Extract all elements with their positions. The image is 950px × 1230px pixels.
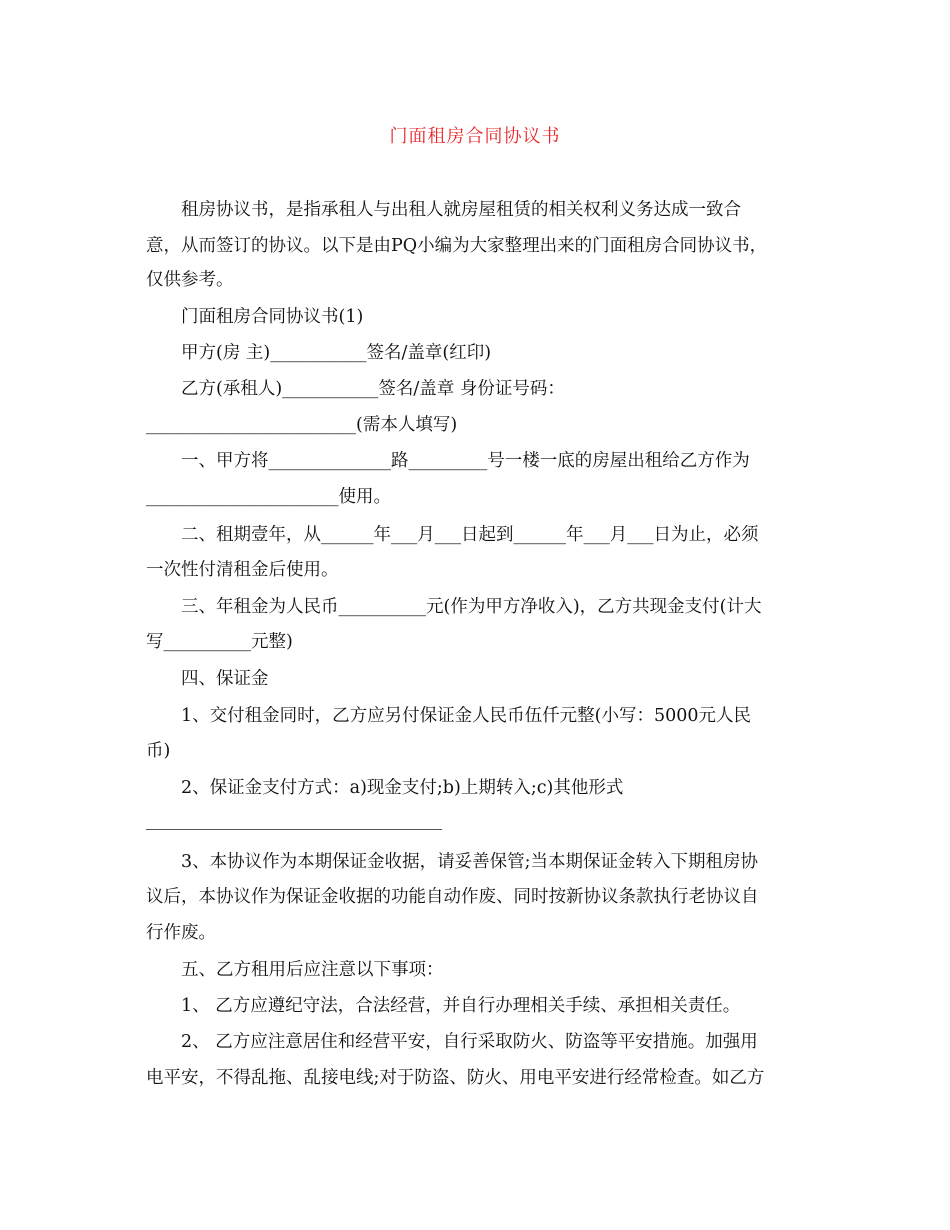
document-title: 门面租房合同协议书 <box>389 126 561 147</box>
paragraph-line: 仅供参考。 <box>146 270 234 290</box>
clause-line: 一次性付清租金后使用。 <box>146 560 339 580</box>
clause-heading: 四、保证金 <box>181 669 269 689</box>
paragraph-line: 租房协议书，是指承租人与出租人就房屋租赁的相关权利义务达成一致合 <box>181 200 741 220</box>
clause-line: 币) <box>146 741 171 761</box>
clause-heading: 五、乙方租用后应注意以下事项： <box>181 960 444 980</box>
clause-line: 三、年租金为人民币__________元(作为甲方净收入)，乙方共现金支付(计大 <box>181 597 762 617</box>
section-heading: 门面租房合同协议书(1) <box>181 307 364 327</box>
id-number-line: ________________________(需本人填写) <box>146 415 458 435</box>
clause-line: 1、 乙方应遵纪守法，合法经营，并自行办理相关手续、承担相关责任。 <box>181 996 741 1016</box>
clause-line: 议后，本协议作为保证金收据的功能自动作废、同时按新协议条款执行老协议自 <box>146 887 759 907</box>
clause-line: ______________________使用。 <box>146 487 391 507</box>
party-b-line: 乙方(承租人)___________签名/盖章 身份证号码： <box>181 379 565 399</box>
clause-line: 行作废。 <box>146 923 216 943</box>
blank-underline <box>146 829 442 830</box>
clause-line: 3、本协议作为本期保证金收据，请妥善保管;当本期保证金转入下期租房协 <box>181 852 759 872</box>
party-a-line: 甲方(房 主)___________签名/盖章(红印) <box>181 343 492 363</box>
clause-line: 2、 乙方应注意居住和经营平安，自行采取防火、防盗等平安措施。加强用 <box>181 1032 758 1052</box>
paragraph-line: 意，从而签订的协议。以下是由PQ小编为大家整理出来的门面租房合同协议书， <box>146 236 768 256</box>
clause-line: 2、保证金支付方式：a)现金支付;b)上期转入;c)其他形式 <box>181 778 624 798</box>
clause-line: 1、交付租金同时，乙方应另付保证金人民币伍仟元整(小写：5000元人民 <box>181 706 751 726</box>
clause-line: 电平安，不得乱拖、乱接电线;对于防盗、防火、用电平安进行经常检查。如乙方 <box>146 1068 765 1088</box>
clause-line: 一、甲方将______________路_________号一楼一底的房屋出租给乙方作为 <box>181 451 750 471</box>
clause-line: 写__________元整) <box>146 632 293 652</box>
clause-line: 二、租期壹年，从______年___月___日起到______年___月___日为止，必须 <box>181 525 759 545</box>
